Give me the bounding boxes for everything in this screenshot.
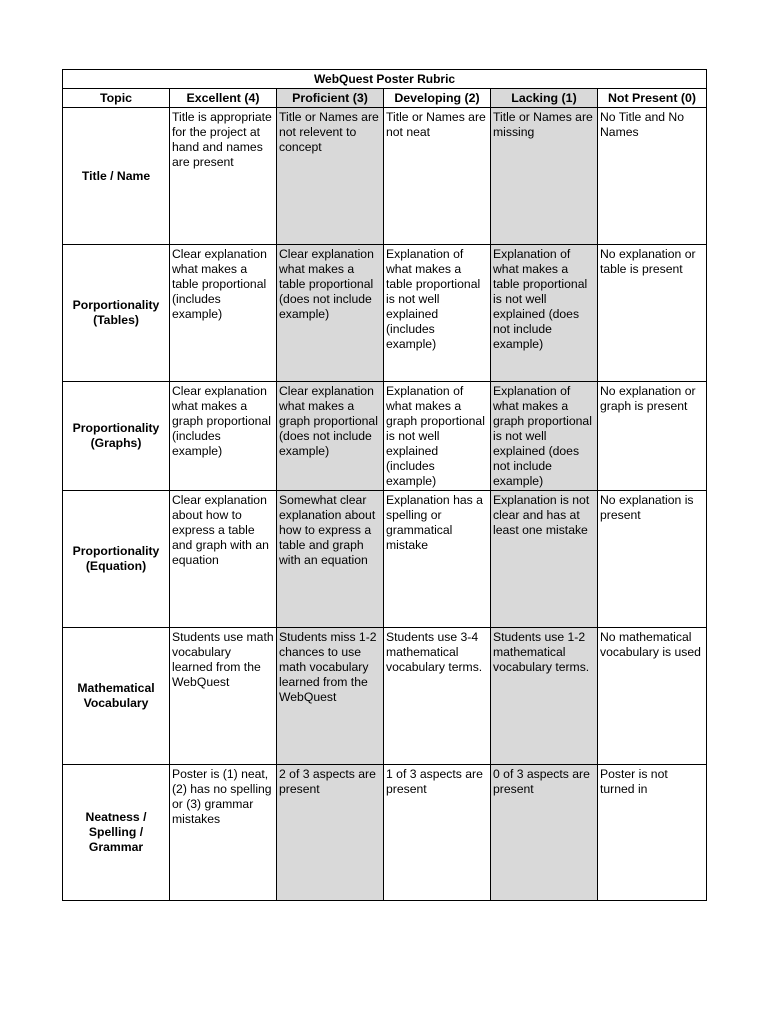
table-row: [63, 765, 707, 901]
row-topic: Title / Name: [63, 108, 170, 245]
cell-developing: Explanation of what makes a graph proportional is not well explained (includes example): [384, 382, 491, 491]
table-row: [63, 628, 707, 765]
header-topic: Topic: [63, 89, 170, 108]
cell-not-present: No explanation or graph is present: [598, 382, 707, 491]
row-topic: Proportionality (Graphs): [63, 382, 170, 491]
cell-excellent: Students use math vocabulary learned from the WebQuest: [170, 628, 277, 765]
cell-excellent: Clear explanation what makes a table proportional (includes example): [170, 245, 277, 382]
cell-proficient: Students miss 1-2 chances to use math vocabulary learned from the WebQuest: [277, 628, 384, 765]
cell-not-present: No explanation or table is present: [598, 245, 707, 382]
rubric-table: [62, 69, 707, 901]
cell-lacking: Explanation of what makes a table proportional is not well explained (does not include example): [491, 245, 598, 382]
title-row: [63, 70, 707, 89]
header-lacking: Lacking (1): [491, 89, 598, 108]
cell-lacking: Explanation of what makes a graph proportional is not well explained (does not include example): [491, 382, 598, 491]
cell-lacking: 0 of 3 aspects are present: [491, 765, 598, 901]
cell-not-present: No mathematical vocabulary is used: [598, 628, 707, 765]
cell-excellent: Clear explanation about how to express a table and graph with an equation: [170, 491, 277, 628]
cell-excellent: Poster is (1) neat, (2) has no spelling or (3) grammar mistakes: [170, 765, 277, 901]
table-row: [63, 491, 707, 628]
cell-developing: Title or Names are not neat: [384, 108, 491, 245]
row-topic: Mathematical Vocabulary: [63, 628, 170, 765]
rubric-title: WebQuest Poster Rubric: [63, 70, 707, 89]
cell-developing: 1 of 3 aspects are present: [384, 765, 491, 901]
cell-excellent: Title is appropriate for the project at hand and names are present: [170, 108, 277, 245]
cell-proficient: Clear explanation what makes a graph proportional (does not include example): [277, 382, 384, 491]
cell-proficient: Clear explanation what makes a table proportional (does not include example): [277, 245, 384, 382]
row-topic: Neatness / Spelling / Grammar: [63, 765, 170, 901]
row-topic: Porportionality (Tables): [63, 245, 170, 382]
header-proficient: Proficient (3): [277, 89, 384, 108]
cell-lacking: Students use 1-2 mathematical vocabulary terms.: [491, 628, 598, 765]
header-developing: Developing (2): [384, 89, 491, 108]
cell-excellent: Clear explanation what makes a graph proportional (includes example): [170, 382, 277, 491]
header-not-present: Not Present (0): [598, 89, 707, 108]
table-row: [63, 108, 707, 245]
header-row: [63, 89, 707, 108]
cell-not-present: No explanation is present: [598, 491, 707, 628]
cell-proficient: Title or Names are not relevent to concept: [277, 108, 384, 245]
cell-lacking: Explanation is not clear and has at least one mistake: [491, 491, 598, 628]
cell-developing: Explanation has a spelling or grammatical mistake: [384, 491, 491, 628]
table-row: [63, 382, 707, 491]
cell-not-present: Poster is not turned in: [598, 765, 707, 901]
table-row: [63, 245, 707, 382]
cell-developing: Explanation of what makes a table proportional is not well explained (includes example): [384, 245, 491, 382]
cell-developing: Students use 3-4 mathematical vocabulary terms.: [384, 628, 491, 765]
cell-lacking: Title or Names are missing: [491, 108, 598, 245]
row-topic: Proportionality (Equation): [63, 491, 170, 628]
header-excellent: Excellent (4): [170, 89, 277, 108]
cell-proficient: 2 of 3 aspects are present: [277, 765, 384, 901]
cell-not-present: No Title and No Names: [598, 108, 707, 245]
cell-proficient: Somewhat clear explanation about how to express a table and graph with an equation: [277, 491, 384, 628]
